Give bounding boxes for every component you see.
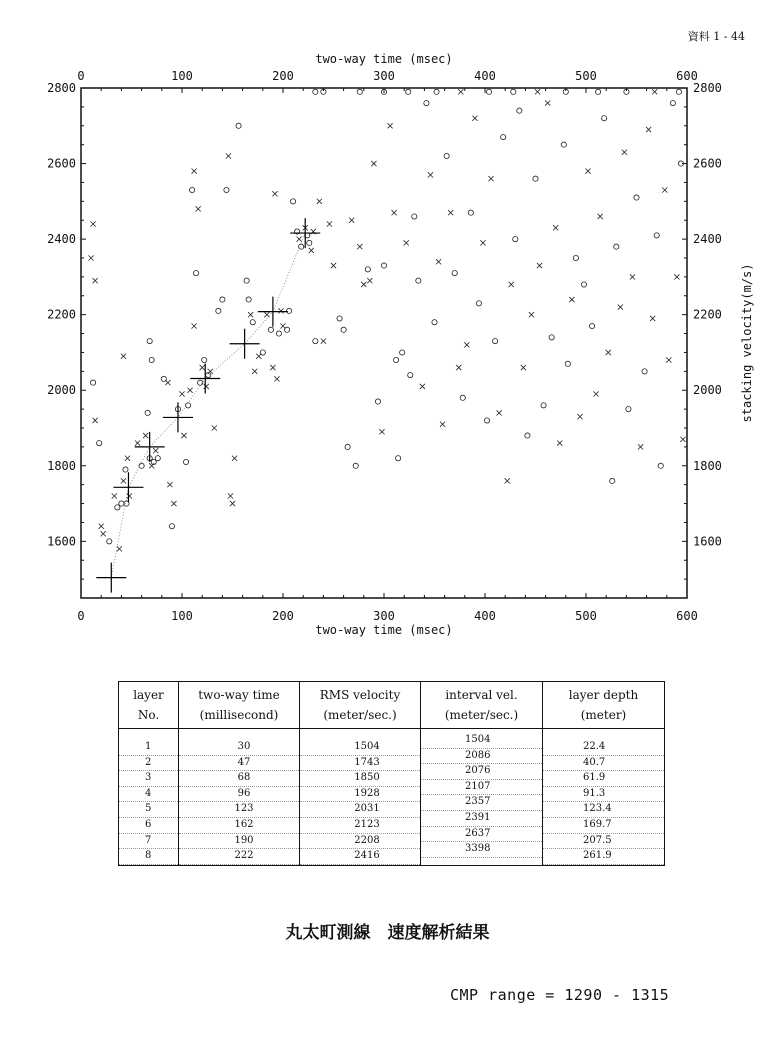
semblance-point-circle xyxy=(642,369,647,374)
semblance-point-circle xyxy=(614,244,619,249)
semblance-point-cross xyxy=(171,501,176,506)
semblance-point-circle xyxy=(511,89,516,94)
semblance-point-circle xyxy=(202,357,207,362)
velocity-pick-marker xyxy=(230,329,260,359)
semblance-point-cross xyxy=(127,493,132,498)
velocity-picks xyxy=(96,218,320,593)
semblance-point-circle xyxy=(198,380,203,385)
semblance-point-cross xyxy=(117,546,122,551)
semblance-point-cross xyxy=(662,187,667,192)
header-two-way-time: two-way time (millisecond) xyxy=(179,682,300,729)
table-cell-interval-velocity: 1504 xyxy=(421,733,542,749)
velocity-pick-marker xyxy=(96,563,126,593)
semblance-point-cross xyxy=(537,263,542,268)
semblance-point-circle xyxy=(123,467,128,472)
velocity-pick-marker xyxy=(113,472,143,502)
column-two-way-time xyxy=(179,729,300,866)
semblance-point-cross xyxy=(606,350,611,355)
semblance-point-circle xyxy=(291,199,296,204)
semblance-point-circle xyxy=(216,308,221,313)
semblance-point-cross xyxy=(121,478,126,483)
semblance-point-cross xyxy=(361,282,366,287)
figure-caption: 丸太町測線 速度解析結果 xyxy=(285,923,490,943)
semblance-point-circle xyxy=(654,233,659,238)
semblance-point-circle xyxy=(602,116,607,121)
table-cell-interval-velocity: 2637 xyxy=(421,827,542,843)
semblance-point-cross xyxy=(480,240,485,245)
table-cell-rms-velocity: 2123 xyxy=(300,818,420,834)
semblance-point-circle xyxy=(406,89,411,94)
table-cell-layer-depth: 123.4 xyxy=(543,802,664,818)
column-layer-depth xyxy=(543,729,665,866)
semblance-point-circle xyxy=(493,339,498,344)
semblance-point-cross xyxy=(630,274,635,279)
header-layer-no: layer No. xyxy=(119,682,179,729)
table-cell-layers: 5 xyxy=(119,802,178,818)
semblance-point-circle xyxy=(286,308,291,313)
table-cell-rms-velocity: 2031 xyxy=(300,802,420,818)
semblance-point-circle xyxy=(268,327,273,332)
x-tick-label-bottom: 500 xyxy=(575,609,597,623)
y-tick-label-right: 2000 xyxy=(693,383,722,398)
x-tick-label-top: 200 xyxy=(272,69,294,83)
table-cell-two-way-time: 162 xyxy=(179,818,299,834)
semblance-point-cross xyxy=(327,221,332,226)
table-cell-layers: 6 xyxy=(119,818,178,834)
semblance-point-circle xyxy=(194,271,199,276)
semblance-point-circle xyxy=(408,373,413,378)
semblance-point-circle xyxy=(107,539,112,544)
y-tick-label-right: 1800 xyxy=(693,458,722,473)
table-cell-layers: 7 xyxy=(119,834,178,850)
semblance-point-cross xyxy=(428,172,433,177)
semblance-point-cross xyxy=(436,259,441,264)
y-tick-label-right: 1600 xyxy=(693,534,722,549)
semblance-point-circle xyxy=(375,399,380,404)
semblance-point-circle xyxy=(476,301,481,306)
semblance-point-cross xyxy=(297,237,302,242)
semblance-point-circle xyxy=(284,327,289,332)
semblance-point-circle xyxy=(434,89,439,94)
semblance-point-circle xyxy=(610,478,615,483)
y-tick-label-left: 2200 xyxy=(47,307,76,322)
semblance-point-cross xyxy=(674,274,679,279)
x-tick-label-top: 600 xyxy=(676,69,698,83)
table-cell-layer-depth: 169.7 xyxy=(543,818,664,834)
semblance-point-circle xyxy=(424,101,429,106)
semblance-point-cross xyxy=(349,218,354,223)
semblance-point-cross xyxy=(192,323,197,328)
x-axis-label-bottom: two-way time (msec) xyxy=(315,623,453,637)
table-cell-two-way-time: 47 xyxy=(179,756,299,772)
semblance-point-circle xyxy=(147,339,152,344)
semblance-point-cross xyxy=(212,425,217,430)
semblance-point-circle xyxy=(246,297,251,302)
table-cell-layer-depth: 207.5 xyxy=(543,834,664,850)
semblance-point-cross xyxy=(472,116,477,121)
semblance-point-circle xyxy=(183,459,188,464)
table-cell-two-way-time: 222 xyxy=(179,849,299,865)
table-cell-layer-depth: 40.7 xyxy=(543,756,664,772)
semblance-point-cross xyxy=(545,101,550,106)
table-cell-rms-velocity: 2416 xyxy=(300,849,420,865)
y-tick-label-right: 2600 xyxy=(693,156,722,171)
table-cell-two-way-time: 96 xyxy=(179,787,299,803)
semblance-point-circle xyxy=(345,444,350,449)
semblance-point-circle xyxy=(337,316,342,321)
semblance-point-cross xyxy=(192,169,197,174)
table-cell-layers: 4 xyxy=(119,787,178,803)
table-cell-layer-depth: 61.9 xyxy=(543,771,664,787)
semblance-point-cross xyxy=(187,388,192,393)
table-cell-rms-velocity: 2208 xyxy=(300,834,420,850)
y-tick-label-left: 2800 xyxy=(47,81,76,95)
velocity-results-table xyxy=(118,681,665,866)
semblance-point-cross xyxy=(458,89,463,94)
semblance-point-circle xyxy=(224,187,229,192)
table-cell-two-way-time: 190 xyxy=(179,834,299,850)
semblance-point-circle xyxy=(97,441,102,446)
semblance-point-circle xyxy=(468,210,473,215)
plot-frame xyxy=(81,88,687,598)
semblance-point-circle xyxy=(596,89,601,94)
semblance-point-circle xyxy=(119,501,124,506)
semblance-point-cross xyxy=(497,410,502,415)
semblance-points xyxy=(89,89,686,551)
semblance-point-circle xyxy=(236,123,241,128)
semblance-point-circle xyxy=(589,323,594,328)
semblance-point-cross xyxy=(440,422,445,427)
semblance-point-circle xyxy=(549,335,554,340)
semblance-point-cross xyxy=(521,365,526,370)
semblance-point-cross xyxy=(652,89,657,94)
semblance-point-circle xyxy=(432,320,437,325)
semblance-point-circle xyxy=(299,244,304,249)
y-tick-label-left: 1600 xyxy=(47,534,76,549)
table-header-row xyxy=(119,682,665,729)
semblance-point-circle xyxy=(341,327,346,332)
semblance-point-circle xyxy=(276,331,281,336)
table-cell-rms-velocity: 1850 xyxy=(300,771,420,787)
semblance-point-circle xyxy=(155,456,160,461)
semblance-point-circle xyxy=(670,101,675,106)
semblance-point-cross xyxy=(577,414,582,419)
semblance-point-cross xyxy=(357,244,362,249)
x-tick-label-bottom: 200 xyxy=(272,609,294,623)
semblance-point-cross xyxy=(93,418,98,423)
table-cell-layer-depth: 22.4 xyxy=(543,740,664,756)
semblance-point-circle xyxy=(313,89,318,94)
semblance-point-circle xyxy=(244,278,249,283)
table-cell-interval-velocity: 2086 xyxy=(421,749,542,765)
semblance-point-cross xyxy=(622,150,627,155)
table-cell-rms-velocity: 1928 xyxy=(300,787,420,803)
y-tick-label-left: 2600 xyxy=(47,156,76,171)
y-tick-label-left: 2000 xyxy=(47,383,76,398)
semblance-point-cross xyxy=(228,493,233,498)
x-tick-label-top: 400 xyxy=(474,69,496,83)
semblance-point-cross xyxy=(387,123,392,128)
semblance-point-cross xyxy=(594,391,599,396)
semblance-point-cross xyxy=(585,169,590,174)
velocity-pick-marker xyxy=(163,402,193,432)
semblance-point-cross xyxy=(618,305,623,310)
semblance-point-cross xyxy=(278,308,283,313)
semblance-point-circle xyxy=(149,357,154,362)
semblance-point-cross xyxy=(272,191,277,196)
semblance-point-cross xyxy=(321,339,326,344)
column-rms-velocity xyxy=(300,729,421,866)
semblance-point-cross xyxy=(367,278,372,283)
semblance-point-cross xyxy=(488,176,493,181)
semblance-point-circle xyxy=(220,297,225,302)
semblance-point-cross xyxy=(112,493,117,498)
semblance-point-cross xyxy=(264,312,269,317)
header-layer-depth: layer depth (meter) xyxy=(543,682,665,729)
semblance-point-cross xyxy=(200,365,205,370)
semblance-point-circle xyxy=(626,407,631,412)
semblance-point-circle xyxy=(357,89,362,94)
y-axis-label: stacking velocity(m/s) xyxy=(740,263,754,423)
semblance-point-cross xyxy=(553,225,558,230)
x-tick-label-bottom: 400 xyxy=(474,609,496,623)
semblance-point-circle xyxy=(533,176,538,181)
semblance-point-circle xyxy=(394,357,399,362)
axis-tick-labels xyxy=(47,69,722,623)
semblance-point-cross xyxy=(666,357,671,362)
table-cell-interval-velocity: 2076 xyxy=(421,764,542,780)
semblance-point-cross xyxy=(331,263,336,268)
x-tick-label-bottom: 600 xyxy=(676,609,698,623)
y-tick-label-left: 1800 xyxy=(47,458,76,473)
semblance-point-cross xyxy=(317,199,322,204)
table-cell-rms-velocity: 1743 xyxy=(300,756,420,772)
semblance-point-cross xyxy=(371,161,376,166)
x-tick-label-top: 300 xyxy=(373,69,395,83)
semblance-point-circle xyxy=(444,153,449,158)
semblance-point-circle xyxy=(658,463,663,468)
semblance-point-cross xyxy=(309,248,314,253)
semblance-point-circle xyxy=(561,142,566,147)
semblance-point-cross xyxy=(404,240,409,245)
semblance-point-circle xyxy=(416,278,421,283)
cmp-range: CMP range = 1290 - 1315 xyxy=(450,986,670,1004)
semblance-point-cross xyxy=(509,282,514,287)
x-tick-label-top: 500 xyxy=(575,69,597,83)
x-tick-label-bottom: 300 xyxy=(373,609,395,623)
semblance-point-circle xyxy=(573,255,578,260)
header-interval-velocity: interval vel. (meter/sec.) xyxy=(421,682,543,729)
semblance-point-cross xyxy=(464,342,469,347)
semblance-point-cross xyxy=(89,255,94,260)
semblance-point-circle xyxy=(676,89,681,94)
semblance-point-circle xyxy=(460,395,465,400)
semblance-point-cross xyxy=(181,433,186,438)
semblance-point-circle xyxy=(396,456,401,461)
velocity-pick-marker xyxy=(258,297,288,327)
semblance-point-cross xyxy=(274,376,279,381)
x-axis-label-top: two-way time (msec) xyxy=(315,52,453,66)
table-cell-layers: 3 xyxy=(119,771,178,787)
semblance-point-cross xyxy=(535,89,540,94)
y-tick-label-right: 2400 xyxy=(693,232,722,247)
semblance-point-circle xyxy=(517,108,522,113)
semblance-point-cross xyxy=(420,384,425,389)
semblance-point-cross xyxy=(143,433,148,438)
semblance-point-cross xyxy=(121,354,126,359)
semblance-point-circle xyxy=(412,214,417,219)
column-layer-no xyxy=(119,729,179,866)
semblance-point-cross xyxy=(650,316,655,321)
velocity-pick-marker xyxy=(290,218,320,248)
semblance-point-cross xyxy=(196,206,201,211)
table-cell-interval-velocity: 2107 xyxy=(421,780,542,796)
table-cell-layer-depth: 91.3 xyxy=(543,787,664,803)
semblance-point-circle xyxy=(139,463,144,468)
table-body-row xyxy=(119,729,665,866)
semblance-point-cross xyxy=(125,456,130,461)
semblance-point-cross xyxy=(270,365,275,370)
x-tick-label-bottom: 100 xyxy=(171,609,193,623)
x-tick-label-bottom: 0 xyxy=(77,609,85,623)
semblance-point-circle xyxy=(353,463,358,468)
semblance-point-circle xyxy=(307,240,312,245)
semblance-point-circle xyxy=(260,350,265,355)
semblance-point-circle xyxy=(169,524,174,529)
semblance-point-cross xyxy=(248,312,253,317)
semblance-point-circle xyxy=(525,433,530,438)
semblance-point-circle xyxy=(400,350,405,355)
semblance-point-circle xyxy=(541,403,546,408)
semblance-point-cross xyxy=(456,365,461,370)
table-cell-layers: 2 xyxy=(119,756,178,772)
semblance-point-cross xyxy=(153,448,158,453)
semblance-point-cross xyxy=(99,524,104,529)
velocity-pick-marker xyxy=(190,364,220,394)
semblance-point-circle xyxy=(250,320,255,325)
semblance-point-cross xyxy=(557,441,562,446)
table-cell-interval-velocity: 2357 xyxy=(421,795,542,811)
table-cell-layer-depth: 261.9 xyxy=(543,849,664,865)
semblance-point-cross xyxy=(392,210,397,215)
semblance-point-cross xyxy=(598,214,603,219)
semblance-point-circle xyxy=(145,410,150,415)
table-cell-interval-velocity: 2391 xyxy=(421,811,542,827)
axis-ticks xyxy=(81,88,687,598)
velocity-function-line xyxy=(111,233,305,578)
table-cell-two-way-time: 68 xyxy=(179,771,299,787)
semblance-point-circle xyxy=(501,135,506,140)
semblance-point-cross xyxy=(569,297,574,302)
table-cell-layers: 8 xyxy=(119,849,178,865)
x-tick-label-top: 100 xyxy=(171,69,193,83)
table-cell-interval-velocity: 3398 xyxy=(421,842,542,858)
semblance-point-circle xyxy=(381,263,386,268)
semblance-point-circle xyxy=(634,195,639,200)
semblance-point-cross xyxy=(91,221,96,226)
page-label: 資料 1 - 44 xyxy=(687,30,745,43)
semblance-point-cross xyxy=(680,437,685,442)
semblance-point-cross xyxy=(505,478,510,483)
semblance-point-cross xyxy=(529,312,534,317)
column-interval-velocity xyxy=(421,729,543,866)
semblance-point-circle xyxy=(486,89,491,94)
semblance-point-circle xyxy=(365,267,370,272)
table-cell-two-way-time: 123 xyxy=(179,802,299,818)
semblance-point-circle xyxy=(91,380,96,385)
y-tick-label-right: 2200 xyxy=(693,307,722,322)
semblance-point-cross xyxy=(379,429,384,434)
semblance-point-cross xyxy=(448,210,453,215)
y-tick-label-left: 2400 xyxy=(47,232,76,247)
semblance-point-cross xyxy=(165,380,170,385)
semblance-point-circle xyxy=(190,187,195,192)
x-tick-label-top: 0 xyxy=(77,69,85,83)
semblance-point-cross xyxy=(252,369,257,374)
semblance-point-circle xyxy=(581,282,586,287)
semblance-point-circle xyxy=(313,339,318,344)
semblance-point-cross xyxy=(226,153,231,158)
semblance-point-cross xyxy=(232,456,237,461)
semblance-point-circle xyxy=(565,361,570,366)
header-rms-velocity: RMS velocity (meter/sec.) xyxy=(300,682,421,729)
semblance-point-cross xyxy=(638,444,643,449)
semblance-point-cross xyxy=(230,501,235,506)
semblance-point-circle xyxy=(452,271,457,276)
semblance-point-circle xyxy=(513,237,518,242)
semblance-point-cross xyxy=(204,384,209,389)
semblance-point-cross xyxy=(101,531,106,536)
table-cell-layers: 1 xyxy=(119,740,178,756)
semblance-point-cross xyxy=(135,441,140,446)
semblance-point-cross xyxy=(93,278,98,283)
table-cell-two-way-time: 30 xyxy=(179,740,299,756)
y-tick-label-right: 2800 xyxy=(693,81,722,95)
semblance-point-cross xyxy=(179,391,184,396)
table-cell-rms-velocity: 1504 xyxy=(300,740,420,756)
semblance-point-cross xyxy=(167,482,172,487)
semblance-point-circle xyxy=(484,418,489,423)
semblance-point-cross xyxy=(646,127,651,132)
